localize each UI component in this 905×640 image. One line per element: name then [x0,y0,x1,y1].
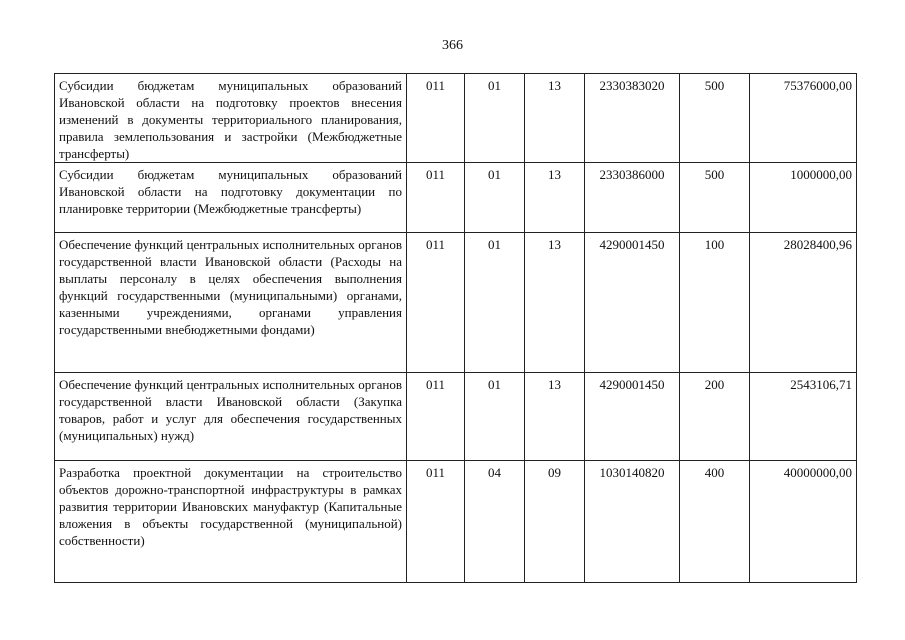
section-code: 01 [465,373,525,461]
subsection-code: 13 [525,373,585,461]
section-code: 01 [465,163,525,233]
amount: 28028400,96 [750,233,857,373]
section-code: 01 [465,74,525,163]
expense-type-code: 100 [680,233,750,373]
ministry-code: 011 [407,163,465,233]
amount: 2543106,71 [750,373,857,461]
target-article-code: 2330383020 [585,74,680,163]
target-article-code: 4290001450 [585,373,680,461]
target-article-code: 2330386000 [585,163,680,233]
target-article-code: 1030140820 [585,461,680,583]
row-description: Обеспечение функций центральных исполнительных органов государственной власти Ивановской области (Закупка товаров, работ и услуг для обеспечения государственных (муниципальных) нужд) [55,373,407,461]
table-row [55,461,857,583]
row-description: Субсидии бюджетам муниципальных образований Ивановской области на подготовку документации по планировке территории (Межбюджетные трансферты) [55,163,407,233]
target-article-code: 4290001450 [585,233,680,373]
subsection-code: 13 [525,163,585,233]
amount: 1000000,00 [750,163,857,233]
subsection-code: 13 [525,233,585,373]
expense-type-code: 500 [680,163,750,233]
table-row [55,74,857,163]
table-row [55,233,857,373]
expense-type-code: 500 [680,74,750,163]
ministry-code: 011 [407,74,465,163]
section-code: 04 [465,461,525,583]
ministry-code: 011 [407,233,465,373]
expense-type-code: 400 [680,461,750,583]
expense-type-code: 200 [680,373,750,461]
budget-table [54,73,857,583]
subsection-code: 09 [525,461,585,583]
subsection-code: 13 [525,74,585,163]
table-row [55,373,857,461]
amount: 40000000,00 [750,461,857,583]
ministry-code: 011 [407,461,465,583]
row-description: Субсидии бюджетам муниципальных образований Ивановской области на подготовку проектов внесения изменений в документы территориального планирования, правила землепользования и застройки (Межбюджетные трансферты) [55,74,407,163]
ministry-code: 011 [407,373,465,461]
section-code: 01 [465,233,525,373]
table-row [55,163,857,233]
page-number: 366 [442,38,463,53]
row-description: Обеспечение функций центральных исполнительных органов государственной власти Ивановской области (Расходы на выплаты персоналу в целях обеспечения выполнения функций государственными (муниципальными) органами, казенными учреждениями, органами управления государственными внебюджетными фондами) [55,233,407,373]
amount: 75376000,00 [750,74,857,163]
row-description: Разработка проектной документации на строительство объектов дорожно-транспортной инфраструктуры в рамках развития территории Ивановских мануфактур (Капитальные вложения в объекты государственной (муниципальной) собственности) [55,461,407,583]
